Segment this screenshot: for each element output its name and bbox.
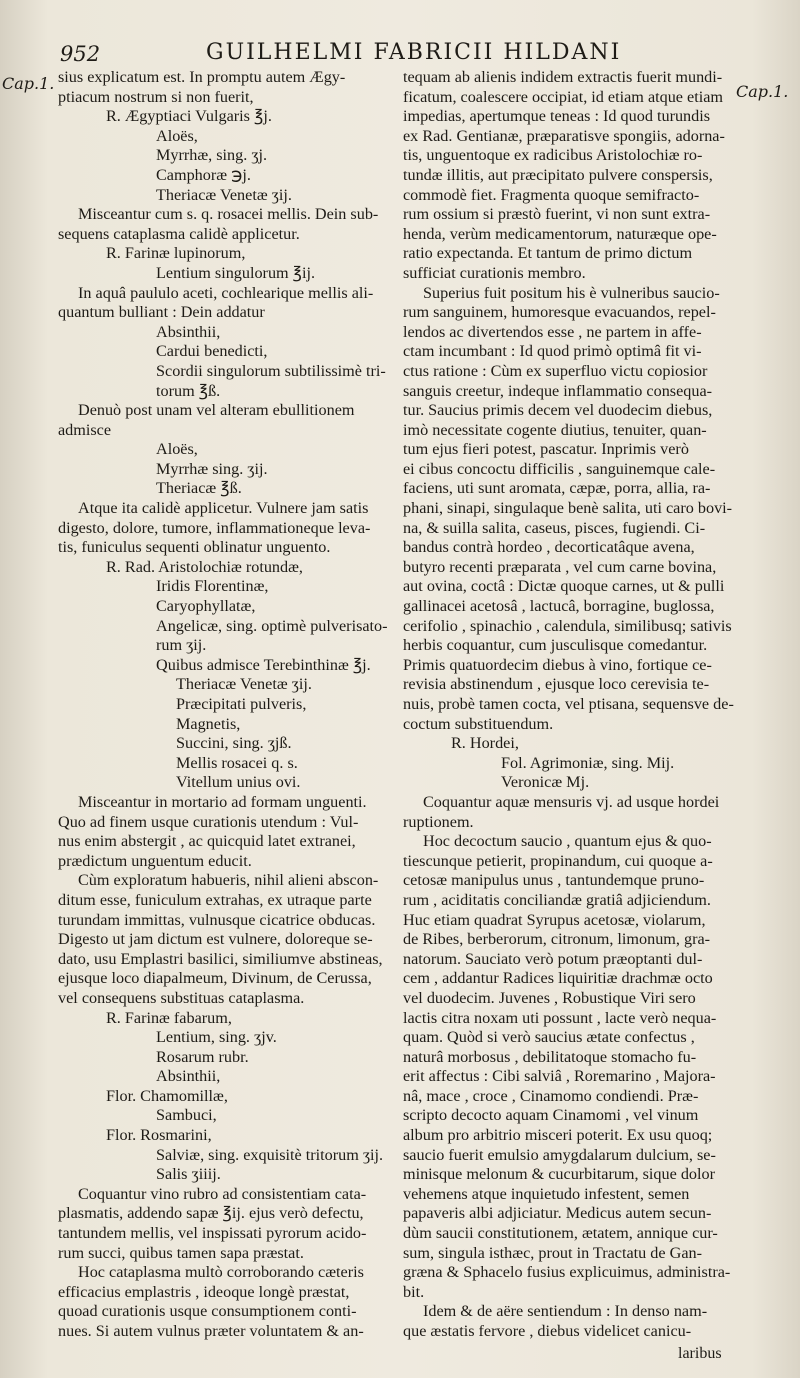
text-line: ex Rad. Gentianæ, præparatisve spongiis, adorna- <box>403 126 725 145</box>
text-line: butyro recenti præparata , vel cum carne bovina, <box>403 557 717 576</box>
catchword: laribus <box>678 1345 722 1362</box>
text-line: tur. Saucius primis decem vel duodecim diebus, <box>403 401 713 420</box>
text-line: dùm saucii constitutionem, ætatem, annique cur- <box>403 1224 718 1243</box>
page-header <box>60 40 720 70</box>
text-line: vehemens atque inquietudo infestent, semen <box>403 1184 690 1203</box>
text-line: nus enim abstergit , ac quicquid latet extranei, <box>58 832 356 851</box>
text-line: Salviæ, sing. exquisitè tritorum ʒij. <box>156 1145 384 1164</box>
running-head: GUILHELMI FABRICII HILDANI <box>206 40 622 65</box>
text-line: Vitellum unius ovi. <box>176 773 301 792</box>
text-column-right <box>403 68 736 1342</box>
text-line: ratio expectanda. Et tantum de primo dictum <box>403 244 693 263</box>
text-line: Myrrhæ, sing. ʒj. <box>156 146 268 165</box>
text-line: ptiacum nostrum si non fuerit, <box>58 87 254 106</box>
text-line: tequam ab alienis indidem extractis fuerit mundi- <box>403 68 723 86</box>
text-line: nâ, mace , croce , Cinamomo condiendi. Præ- <box>403 1086 699 1105</box>
text-line: quoad curationis usque consumptionem conti- <box>58 1302 357 1321</box>
text-line: ruptionem. <box>403 812 474 831</box>
text-line: Theriacæ ℥ß. <box>156 479 242 498</box>
text-line: cerifolio , spinachio , calendula, similibusq; sativis <box>403 616 732 635</box>
text-line: imò necessitate cogente diutius, tenuiter, quan- <box>403 420 707 439</box>
text-line: ficatum, coalescere occipiat, id etiam atque etiam <box>403 87 723 106</box>
page-number: 952 <box>60 42 101 66</box>
text-line: scripto decocto aquam Cinamomi , vel vinum <box>403 1106 699 1125</box>
text-line: rum sanguinem, humoresque evacuandos, repel- <box>403 303 716 322</box>
text-line: Superius fuit positum his è vulneribus saucio- <box>423 283 720 302</box>
text-line: turundam immittas, vulnusque cicatrice obducas. <box>58 910 376 929</box>
text-line: henda, verùm medicamentorum, naturæque ope- <box>403 224 717 243</box>
text-line: cem , addantur Radices liquiritiæ drachmæ octo <box>403 969 713 988</box>
text-line: Caryophyllatæ, <box>156 597 256 616</box>
text-column-left <box>58 68 394 1342</box>
text-line: Angelicæ, sing. optimè pulverisato- <box>156 616 388 635</box>
text-line: Aloës, <box>156 126 198 145</box>
text-line: minisque melonum & cucurbitarum, sique dolor <box>403 1165 716 1184</box>
text-line: Coquantur vino rubro ad consistentiam cata- <box>78 1184 367 1203</box>
text-line: Myrrhæ sing. ʒij. <box>156 459 268 478</box>
text-line: Cardui benedicti, <box>156 342 268 361</box>
text-line: Quibus admisce Terebinthinæ ℥j. <box>156 655 371 674</box>
text-line: nues. Si autem vulnus præter voluntatem & an- <box>58 1322 364 1340</box>
text-line: Theriacæ Venetæ ʒij. <box>176 675 312 694</box>
text-line: Sambuci, <box>156 1106 217 1125</box>
text-line: dato, usu Emplastri basilici, similiumve abstineas, <box>58 949 383 968</box>
text-line: Fol. Agrimoniæ, sing. Mij. <box>501 753 675 772</box>
text-line: ctam incumbant : Id quod primò optimâ fit vi- <box>403 342 702 361</box>
text-line: admisce <box>58 420 112 439</box>
text-line: Lentium singulorum ℥ij. <box>156 263 316 282</box>
text-line: album pro arbitrio misceri poterit. Ex usu quoq; <box>403 1126 713 1145</box>
text-line: bit. <box>403 1282 425 1301</box>
text-line: Iridis Florentinæ, <box>156 577 269 596</box>
text-line: tis, funiculus sequenti oblinatur unguento. <box>58 538 331 557</box>
text-line: bandus contrà hordeo , decorticatâque avena, <box>403 538 695 557</box>
text-line: Misceantur cum s. q. rosacei mellis. Dein sub- <box>78 205 379 224</box>
text-line: R. Farinæ lupinorum, <box>106 244 246 263</box>
text-line: aut ovina, coctâ : Dictæ quoque carnes, ut & pulli <box>403 577 725 596</box>
text-line: rum ʒij. <box>156 636 207 655</box>
text-line: gallinacei acetosâ , lactucâ, borragine, buglossa, <box>403 597 715 616</box>
text-line: sius explicatum est. In promptu autem Ægy- <box>58 68 346 86</box>
text-line: Camphoræ ℈j. <box>156 165 251 184</box>
text-line: rum ossium si præstò fuerint, vi non sunt extra- <box>403 205 711 224</box>
text-line: saucio fuerit emulsio amygdalarum dulcium, se- <box>403 1145 716 1164</box>
text-line: coctum substituendum. <box>403 714 554 733</box>
text-line: Absinthii, <box>156 322 221 341</box>
text-line: lendos ac divertendos esse , ne partem in affe- <box>403 322 702 341</box>
text-line: ei cibus concoctu difficilis , sanguinemque cale- <box>403 459 716 478</box>
text-line: sequens cataplasma calidè applicetur. <box>58 224 300 243</box>
text-line: sanguis creetur, indeque inflammatio consequa- <box>403 381 713 400</box>
text-line: Succini, sing. ʒjß. <box>176 734 292 753</box>
text-line: Idem & de aëre sentiendum : In denso nam- <box>423 1302 708 1321</box>
text-line: tantundem mellis, vel inspissati pyrorum acido- <box>58 1224 367 1243</box>
text-line: Digesto ut jam dictum est vulnere, doloreque se- <box>58 930 373 949</box>
text-line: Veronicæ Mj. <box>501 773 590 792</box>
text-line: prædictum unguentum educit. <box>58 851 252 870</box>
text-line: ejusque loco diapalmeum, Divinum, de Cerussa, <box>58 969 372 988</box>
text-line: Lentium, sing. ʒjv. <box>156 1028 277 1047</box>
text-line: natorum. Sauciato verò potum præoptanti dul- <box>403 949 703 968</box>
text-line: Hoc decoctum saucio , quantum ejus & quo- <box>423 832 712 851</box>
text-line: Præcipitati pulveris, <box>176 695 307 713</box>
text-line: impedias, apertumque teneas : Id quod turundis <box>403 107 711 126</box>
margin-note-left: Cap.1. <box>2 74 55 93</box>
text-line: Hoc cataplasma multò corroborando cæteris <box>78 1263 364 1282</box>
text-line: vel consequens substituas cataplasma. <box>58 988 305 1007</box>
text-line: plasmatis, addendo sapæ ℥ij. ejus verò defectu, <box>58 1204 364 1223</box>
text-line: rum , aciditatis conciliandæ gratiâ adjiciendum. <box>403 890 711 909</box>
text-line: Coquantur aquæ mensuris vj. ad usque hordei <box>423 792 720 811</box>
text-line: Theriacæ Venetæ ʒij. <box>156 185 292 204</box>
text-line: R. Farinæ fabarum, <box>106 1008 232 1027</box>
text-line: R. Rad. Aristolochiæ rotundæ, <box>106 557 303 576</box>
text-line: efficacius emplastris , ideoque longè præstat, <box>58 1282 350 1301</box>
text-line: na, & suilla salita, caseus, pisces, fugiendi. Ci- <box>403 518 706 537</box>
text-line: Salis ʒiiij. <box>156 1165 221 1184</box>
text-line: Scordii singulorum subtilissimè tri- <box>156 361 386 380</box>
text-line: græna & Sphacelo fusius explicuimus, administra- <box>403 1263 731 1282</box>
text-line: papaveris albi adjiciatur. Medicus autem secun- <box>403 1204 712 1223</box>
text-line: tundæ illitis, aut præcipitato pulvere conspersis, <box>403 165 713 184</box>
text-line: Cùm exploratum habueris, nihil alieni abscon- <box>78 871 379 890</box>
text-line: phani, sinapi, singulaque benè salita, uti caro bovi- <box>403 499 733 518</box>
text-line: quam. Quòd si verò saucius ætate confectus , <box>403 1028 695 1047</box>
text-line: torum ℥ß. <box>156 381 221 400</box>
text-line: Misceantur in mortario ad formam unguenti. <box>78 792 367 811</box>
text-line: Aloës, <box>156 440 198 459</box>
text-line: de Ribes, berberorum, citronum, limonum, gra- <box>403 930 711 949</box>
text-line: erit affectus : Cibi salviâ , Roremarino , Majora- <box>403 1067 716 1086</box>
text-line: rum succi, quibus tamen sapa præstat. <box>58 1243 304 1262</box>
text-line: Absinthii, <box>156 1067 221 1086</box>
text-line: quantum bulliant : Dein addatur <box>58 303 265 322</box>
text-line: sum, singula isthæc, prout in Tractatu de Gan- <box>403 1243 702 1262</box>
text-line: Primis quatuordecim diebus à vino, fortique ce- <box>403 655 712 674</box>
text-line: Rosarum rubr. <box>156 1047 249 1066</box>
text-line: sufficiat curationis membro. <box>403 263 586 282</box>
text-line: ctus ratione : Cùm ex superfluo victu copiosior <box>403 361 708 380</box>
text-line: Huc etiam quadrat Syrupus acetosæ, violarum, <box>403 910 706 929</box>
text-line: Mellis rosacei q. s. <box>176 753 298 772</box>
text-line: tum ejus fieri potest, pascatur. Inprimis verò <box>403 440 689 459</box>
text-line: commodè fiet. Fragmenta quoque semifracto- <box>403 185 700 204</box>
text-line: revisia abstinendum , ejusque loco cerevisia te- <box>403 675 710 694</box>
text-line: Flor. Chamomillæ, <box>106 1086 228 1105</box>
text-line: In aquâ paululo aceti, cochlearique mellis ali- <box>78 283 374 302</box>
text-line: Denuò post unam vel alteram ebullitionem <box>78 401 355 420</box>
text-line: naturâ morbosus , debilitatoque stomacho fu- <box>403 1047 697 1066</box>
text-line: digesto, dolore, tumore, inflammationeque leva- <box>58 518 371 537</box>
text-line: Atque ita calidè applicetur. Vulnere jam satis <box>78 499 369 518</box>
text-line: tiescunque petierit, propinandum, cui quoque a- <box>403 851 713 870</box>
text-line: lactis citra noxam uti possunt , lacte verò nequa- <box>403 1008 717 1027</box>
text-line: vel duodecim. Juvenes , Robustique Viri sero <box>403 988 696 1007</box>
margin-note-right: Cap.1. <box>736 82 789 101</box>
text-line: herbis coquantur, cum jusculisque comedantur. <box>403 636 708 655</box>
text-line: R. Hordei, <box>451 734 519 753</box>
text-line: R. Ægyptiaci Vulgaris ℥j. <box>106 107 272 126</box>
text-line: que æstatis fervore , diebus videlicet canicu- <box>403 1322 692 1340</box>
text-line: tis, unguentoque ex radicibus Aristolochiæ ro- <box>403 146 703 165</box>
text-line: ditum esse, funiculum extrahas, ex utraque parte <box>58 890 372 909</box>
text-line: nuis, probè tamen cocta, vel ptisana, sequensve de- <box>403 695 734 713</box>
text-line: Magnetis, <box>176 714 241 733</box>
text-line: faciens, uti sunt aromata, cæpæ, porra, allia, ra- <box>403 479 711 498</box>
text-line: Quo ad finem usque curationis utendum : Vul- <box>58 812 359 831</box>
text-line: Flor. Rosmarini, <box>106 1126 212 1145</box>
text-line: cetosæ manipulus unus , tantundemque pruno- <box>403 871 705 890</box>
